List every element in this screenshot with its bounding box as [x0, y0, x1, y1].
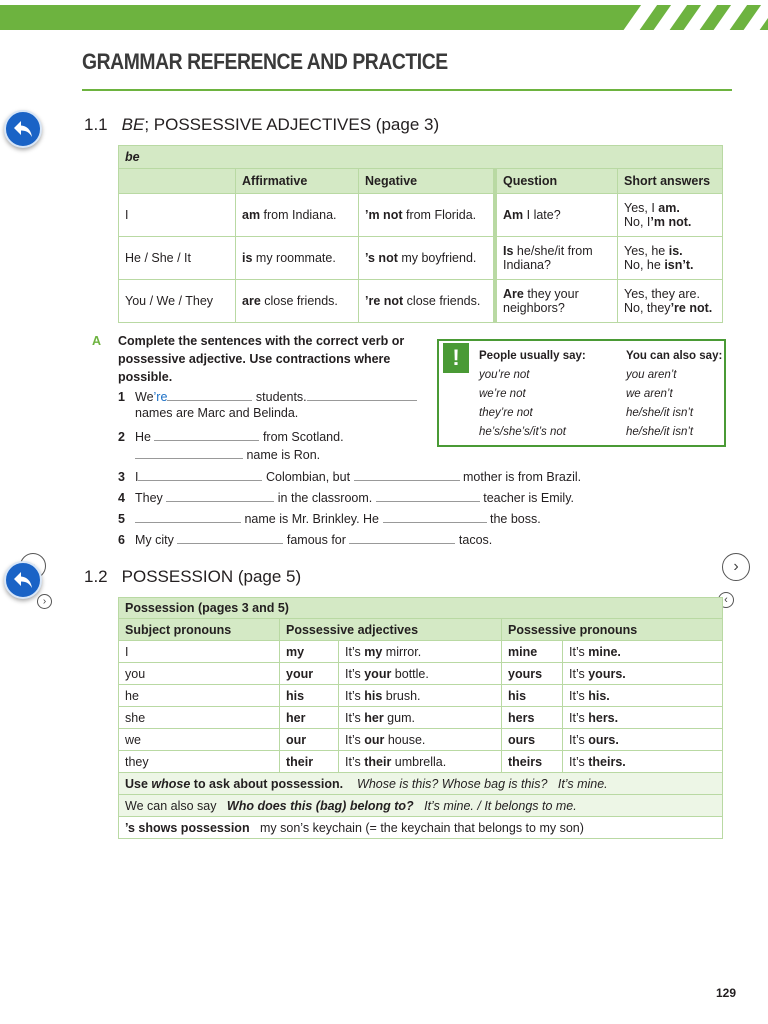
- header-subject: [119, 169, 236, 194]
- banner-stripes: [618, 5, 768, 30]
- list-item: 5 name is Mr. Brinkley. He the boss.: [118, 512, 541, 526]
- note-value: he/she/it isn’t: [626, 426, 694, 438]
- list-item: 2 He from Scotland.: [118, 430, 344, 444]
- cell-subj: you: [119, 663, 280, 685]
- usage-note-box: [437, 339, 726, 447]
- note-value: you aren’t: [626, 369, 677, 381]
- answer-blank[interactable]: [166, 489, 274, 502]
- section-number: 1.1: [84, 115, 108, 134]
- cell-example: It’s your bottle.: [339, 663, 502, 685]
- cell-example: It’s my mirror.: [339, 641, 502, 663]
- section-heading-1-1: [84, 115, 439, 135]
- note-apostrophe: ’s shows possession my son’s keychain (= the keychain that belongs to my son): [119, 817, 723, 839]
- cell-subject: I: [119, 194, 236, 237]
- back-button[interactable]: [4, 110, 42, 148]
- answer-blank[interactable]: [307, 388, 417, 401]
- note-row-belong: [119, 795, 723, 817]
- section-title: ; POSSESSIVE ADJECTIVES (page 3): [144, 115, 440, 134]
- cell-question: Am I late?: [495, 194, 618, 237]
- cell-pro: ours: [502, 729, 563, 751]
- cell-adj: her: [280, 707, 339, 729]
- chevron-right-icon: ›: [42, 596, 47, 607]
- cell-example: It’s hers.: [563, 707, 723, 729]
- list-item-cont: name is Ron.: [135, 446, 320, 462]
- answer-fill: ’re: [153, 390, 168, 404]
- cell-affirmative: am from Indiana.: [236, 194, 359, 237]
- cell-adj: your: [280, 663, 339, 685]
- list-item-cont: names are Marc and Belinda.: [135, 406, 299, 420]
- note-whose: Use whose to ask about possession. Whose is this? Whose bag is this? It’s mine.: [119, 773, 723, 795]
- answer-blank[interactable]: [135, 446, 243, 459]
- cell-adj: his: [280, 685, 339, 707]
- header-question: Question: [495, 169, 618, 194]
- cell-affirmative: are close friends.: [236, 280, 359, 323]
- chevron-left-icon: ‹: [724, 594, 728, 606]
- cell-adj: my: [280, 641, 339, 663]
- cell-subj: she: [119, 707, 280, 729]
- cell-short-answers: Yes, they are. No, they’re not.: [618, 280, 723, 323]
- answer-blank[interactable]: [349, 531, 455, 544]
- next-page-button[interactable]: [722, 553, 750, 581]
- cell-example: It’s her gum.: [339, 707, 502, 729]
- section-heading-1-2: [84, 567, 301, 587]
- cell-short-answers: Yes, I am. No, I’m not.: [618, 194, 723, 237]
- chevron-right-icon: ›: [733, 558, 739, 575]
- note-value: you’re not: [479, 369, 530, 381]
- list-item: 3 I Colombian, but mother is from Brazil.: [118, 470, 582, 484]
- cell-subj: I: [119, 641, 280, 663]
- table-row: [119, 280, 723, 323]
- cell-example: It’s ours.: [563, 729, 723, 751]
- be-table: [118, 145, 723, 323]
- cell-pro: mine: [502, 641, 563, 663]
- note-value: we’re not: [479, 388, 526, 400]
- cell-question: Are they your neighbors?: [495, 280, 618, 323]
- table-row: [119, 685, 723, 707]
- answer-blank[interactable]: [167, 388, 252, 401]
- note-col-usual: [479, 347, 586, 442]
- page-number: 129: [716, 986, 737, 1000]
- cell-example: It’s theirs.: [563, 751, 723, 773]
- answer-blank[interactable]: [138, 468, 262, 481]
- header-subject-pronouns: Subject pronouns: [119, 619, 280, 641]
- answer-blank[interactable]: [177, 531, 283, 544]
- cell-subj: we: [119, 729, 280, 751]
- table-row: [119, 729, 723, 751]
- cell-example: It’s their umbrella.: [339, 751, 502, 773]
- cell-example: It’s our house.: [339, 729, 502, 751]
- cell-adj: our: [280, 729, 339, 751]
- section-number: 1.2: [84, 567, 108, 586]
- cell-example: It’s yours.: [563, 663, 723, 685]
- back-button-2[interactable]: [4, 561, 42, 599]
- header-affirmative: Affirmative: [236, 169, 359, 194]
- possession-caption: Possession (pages 3 and 5): [119, 598, 723, 619]
- header-short-answers: Short answers: [618, 169, 723, 194]
- back-arrow-icon: [12, 119, 34, 139]
- list-item: 6 My city famous for tacos.: [118, 533, 493, 547]
- list-item: 1 We’re students.: [118, 388, 417, 404]
- cell-subject: You / We / They: [119, 280, 236, 323]
- possession-table: [118, 597, 723, 839]
- cell-short-answers: Yes, he is. No, he isn’t.: [618, 237, 723, 280]
- header-possessive-adjectives: Possessive adjectives: [280, 619, 502, 641]
- cell-subj: he: [119, 685, 280, 707]
- cell-pro: hers: [502, 707, 563, 729]
- note-header: People usually say:: [479, 350, 586, 362]
- title-rule: [82, 89, 732, 91]
- note-row-whose: [119, 773, 723, 795]
- cell-example: It’s his brush.: [339, 685, 502, 707]
- back-arrow-icon: [12, 570, 34, 590]
- cell-affirmative: is my roommate.: [236, 237, 359, 280]
- exercise-instruction: Complete the sentences with the correct verb or possessive adjective. Use contractions where possible.: [118, 334, 405, 384]
- page-title: GRAMMAR REFERENCE AND PRACTICE: [82, 49, 448, 74]
- answer-blank[interactable]: [135, 510, 241, 523]
- cell-question: Is he/she/it from Indiana?: [495, 237, 618, 280]
- table-row: [119, 194, 723, 237]
- cell-pro: theirs: [502, 751, 563, 773]
- note-header: You can also say:: [626, 350, 723, 362]
- cell-pro: his: [502, 685, 563, 707]
- note-value: he/she/it isn’t: [626, 407, 694, 419]
- note-value: they’re not: [479, 407, 533, 419]
- note-belong: We can also say Who does this (bag) belong to? It’s mine. / It belongs to me.: [119, 795, 723, 817]
- table-row: [119, 641, 723, 663]
- table-row: [119, 751, 723, 773]
- note-row-apostrophe: [119, 817, 723, 839]
- cell-example: It’s mine.: [563, 641, 723, 663]
- note-value: he’s/she’s/it’s not: [479, 426, 566, 438]
- answer-blank[interactable]: [383, 510, 487, 523]
- answer-blank[interactable]: [354, 468, 460, 481]
- section-title-em: BE: [121, 115, 145, 134]
- answer-blank[interactable]: [154, 428, 259, 441]
- list-item: 4 They in the classroom. teacher is Emily.: [118, 491, 574, 505]
- header-negative: Negative: [359, 169, 496, 194]
- cell-negative: ’s not my boyfriend.: [359, 237, 496, 280]
- cell-pro: yours: [502, 663, 563, 685]
- answer-blank[interactable]: [376, 489, 480, 502]
- small-next-button[interactable]: [37, 594, 52, 609]
- table-row: [119, 663, 723, 685]
- section-title: POSSESSION (page 5): [121, 567, 302, 586]
- cell-example: It’s his.: [563, 685, 723, 707]
- exercise-letter: A: [92, 334, 102, 348]
- be-table-caption: be: [119, 146, 723, 169]
- cell-subj: they: [119, 751, 280, 773]
- cell-negative: ’m not from Florida.: [359, 194, 496, 237]
- note-value: we aren’t: [626, 388, 673, 400]
- cell-negative: ’re not close friends.: [359, 280, 496, 323]
- cell-subject: He / She / It: [119, 237, 236, 280]
- note-col-also: [626, 347, 722, 442]
- exclamation-icon: !: [443, 343, 469, 373]
- table-row: [119, 237, 723, 280]
- table-row: [119, 707, 723, 729]
- cell-adj: their: [280, 751, 339, 773]
- header-possessive-pronouns: Possessive pronouns: [502, 619, 723, 641]
